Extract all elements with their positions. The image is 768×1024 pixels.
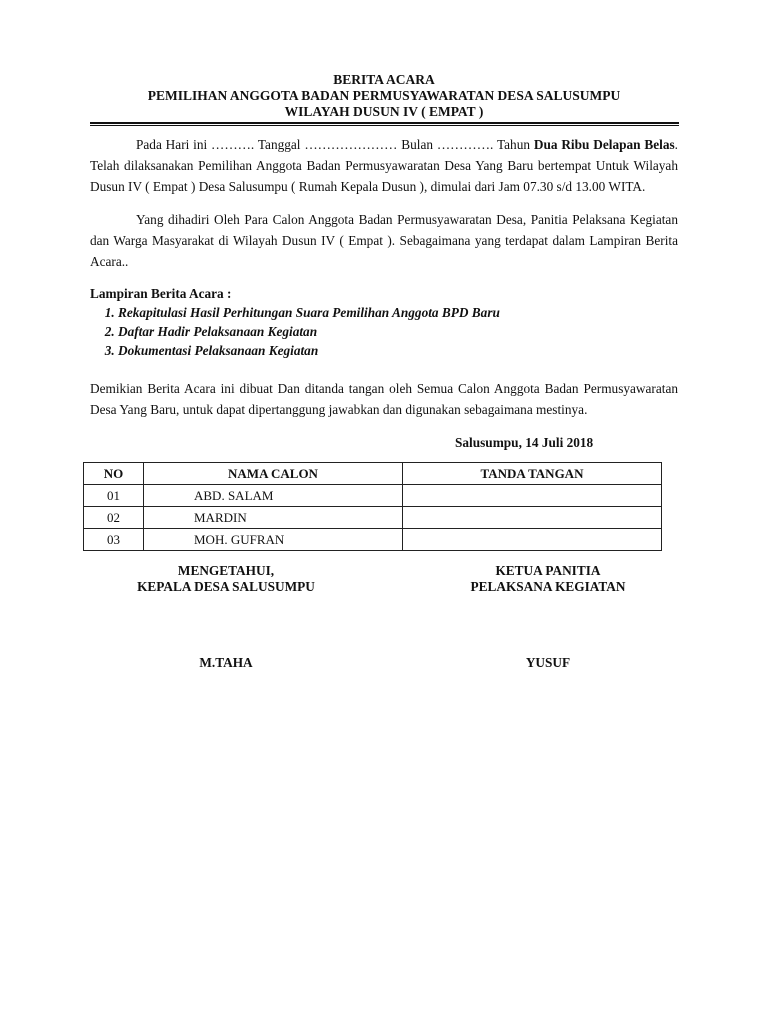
signature-right-line1: KETUA PANITIA xyxy=(495,563,601,578)
place-date: Salusumpu, 14 Juli 2018 xyxy=(455,435,594,450)
title-line-3: WILAYAH DUSUN IV ( EMPAT ) xyxy=(284,104,484,119)
attachment-item: 3. Dokumentasi Pelaksanaan Kegiatan xyxy=(118,341,678,360)
signature-right-name: YUSUF xyxy=(525,655,571,670)
cell-no: 02 xyxy=(84,507,144,529)
header-divider xyxy=(90,122,679,126)
header-no: NO xyxy=(84,463,144,485)
attachments-list xyxy=(90,303,678,360)
signature-left-line1: MENGETAHUI, xyxy=(177,563,275,578)
candidate-table xyxy=(83,462,662,551)
attachment-item: 1. Rekapitulasi Hasil Perhitungan Suara Pemilihan Anggota BPD Baru xyxy=(118,303,678,322)
para1-year: Dua Ribu Delapan Belas xyxy=(533,137,675,152)
cell-name: MARDIN xyxy=(144,507,403,529)
cell-name: MOH. GUFRAN xyxy=(144,529,403,551)
para1-text-rest: . Telah dilaksanakan Pemilihan Anggota Badan Permusyawaratan Desa Yang Baru bertempat Untuk Wilayah Dusun IV ( Empat ) Desa Salusumpu ( Rumah Kepala Dusun ), dimulai dari Jam 07.30 s/d 13.00 WITA. xyxy=(90,137,678,194)
paragraph-attendance: Yang dihadiri Oleh Para Calon Anggota Badan Permusyawaratan Desa, Panitia Pelaksana Kegiatan dan Warga Masyarakat di Wilayah Dusun IV ( Empat ). Sebagaimana yang terdapat dalam Lampiran Berita Acara.. xyxy=(90,212,678,269)
signature-right xyxy=(418,563,678,671)
header-signature: TANDA TANGAN xyxy=(403,463,662,485)
signature-left-line2: KEPALA DESA SALUSUMPU xyxy=(137,579,315,594)
header-name: NAMA CALON xyxy=(144,463,403,485)
document-body xyxy=(90,72,678,671)
title-line-2: PEMILIHAN ANGGOTA BADAN PERMUSYAWARATAN DESA SALUSUMPU xyxy=(147,88,621,103)
paragraph-opening xyxy=(90,134,678,197)
signature-right-line2: PELAKSANA KEGIATAN xyxy=(470,579,626,594)
cell-signature xyxy=(403,485,662,507)
cell-name: ABD. SALAM xyxy=(144,485,403,507)
attachment-item: 2. Daftar Hadir Pelaksanaan Kegiatan xyxy=(118,322,678,341)
cell-no: 01 xyxy=(84,485,144,507)
attachments-heading: Lampiran Berita Acara : xyxy=(90,286,232,301)
table-row xyxy=(84,507,662,529)
attachments-section xyxy=(90,284,678,360)
title-line-1: BERITA ACARA xyxy=(333,72,435,87)
cell-no: 03 xyxy=(84,529,144,551)
signature-left-name: M.TAHA xyxy=(199,655,253,670)
paragraph-closing: Demikian Berita Acara ini dibuat Dan ditanda tangan oleh Semua Calon Anggota Badan Permusyawaratan Desa Yang Baru, untuk dapat dipertanggung jawabkan dan digunakan sebagaimana mestinya. xyxy=(90,381,678,417)
para1-text: Pada Hari ini ………. Tanggal ………………… Bulan …………. Tahun xyxy=(136,137,534,152)
signature-section xyxy=(96,563,678,671)
table-row xyxy=(84,485,662,507)
table-row xyxy=(84,529,662,551)
table-header-row xyxy=(84,463,662,485)
document-title xyxy=(90,72,678,120)
cell-signature xyxy=(403,529,662,551)
signature-left xyxy=(96,563,356,671)
cell-signature xyxy=(403,507,662,529)
